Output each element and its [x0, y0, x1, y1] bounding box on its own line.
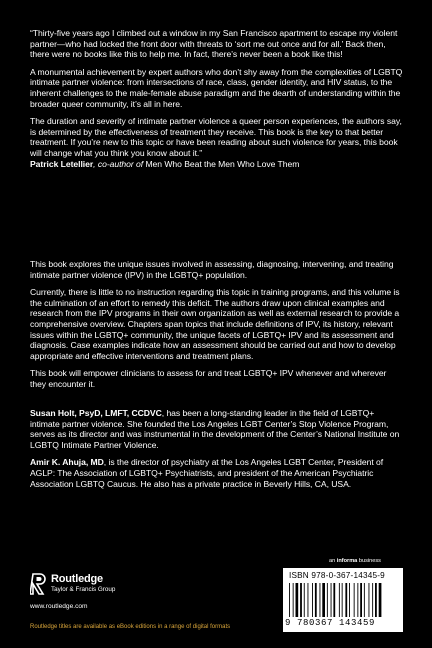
author-name: Susan Holt, PsyD, LMFT, CCDVC [30, 408, 162, 418]
praise-paragraph-final [30, 116, 404, 169]
informa-brand: informa [336, 558, 358, 564]
description-section [30, 259, 404, 397]
barcode-box [283, 568, 403, 632]
informa-business-label: an informa business [329, 558, 381, 564]
description-paragraph: Currently, there is little to no instruction regarding this topic in training programs, and this volume is the culmination of an effort to remedy this deficit. The authors draw upon clinical examples and research from the IPV programs in their own organization as well as external research to provide a comprehensive overview. Chapters span topics that include definitions of IPV, its history, relevant issues within the LGBTQ+ community, the unique facets of LGBTQ+ IPV and its assessment and diagnosis. Case examples indicate how an assessment should be carried out and how to develop appropriate and effective interventions and treatment plans. [30, 287, 400, 361]
ebook-note: Routledge titles are available as eBook editions in a range of digital formats [30, 624, 231, 630]
publisher-name: Routledge [51, 573, 103, 585]
author-name: Amir K. Ahuja, MD [30, 457, 104, 468]
author-bio-text: , has been a long-standing leader in the field of LGBTQ+ intimate partner violence. She founded the Los Angeles LGBT Center’s Stop Violence Program, serves as its director and was instrumental in the development of the Center’s National Institute on LGBTQ Intimate Partner Violence. [30, 408, 400, 450]
praise-paragraph-text: The duration and severity of intimate partner violence a queer person experiences, the authors say, is determined by the effectiveness of treatment they receive. This book is the key to that better treatment. If you’re new to this topic or have been reading about such violence for years, this book will change what you think you know about it.” [30, 116, 402, 158]
praise-quote: “Thirty-five years ago I climbed out a window in my San Francisco apartment to escape my violent partner—who had locked the front door with threats to ‘sort me out once and for all.’ Back then, there were no books like this to help me. In fact, there’s never been a book like this! [30, 28, 398, 60]
praise-paragraph: A monumental achievement by expert authors who don’t shy away from the complexities of LGBTQ intimate partner violence: from intersections of race, class, gender identity, and HIV status, to the inherent challenges to the male-female abuse paradigm and the dearth of understanding within the broader queer community, it’s all in here. [30, 66, 403, 109]
barcode-digits: 9 780367 143459 [285, 618, 376, 628]
publisher-url: www.routledge.com [30, 603, 88, 610]
endorser-role: , co-author of [93, 158, 146, 169]
publisher-group: Taylor & Francis Group [51, 586, 116, 593]
barcode-icon [287, 583, 399, 619]
endorser-name: Patrick Letellier [30, 158, 94, 169]
praise-section [30, 28, 404, 169]
author-bio [30, 457, 404, 489]
author-bios [30, 408, 404, 496]
description-paragraph: This book will empower clinicians to assess for and treat LGBTQ+ IPV whenever and wherever they encounter it. [30, 368, 387, 389]
routledge-logo-icon [30, 572, 48, 596]
isbn-label: ISBN 978-0-367-14345-9 [289, 571, 385, 580]
description-paragraph: This book explores the unique issues involved in assessing, diagnosing, intervening, and treating intimate partner violence (IPV) in the LGBTQ+ population. [30, 259, 394, 280]
endorser-book-title: Men Who Beat the Men Who Love Them [145, 158, 300, 169]
author-bio-text: , is the director of psychiatry at the Los Angeles LGBT Center, President of AGLP: The Association of LGBTQ+ Psychiatrists, and president of the American Psychiatric Association LGBTQ Caucus. He also has a private practice in Beverly Hills, CA, USA. [30, 457, 384, 489]
author-bio [30, 408, 404, 450]
